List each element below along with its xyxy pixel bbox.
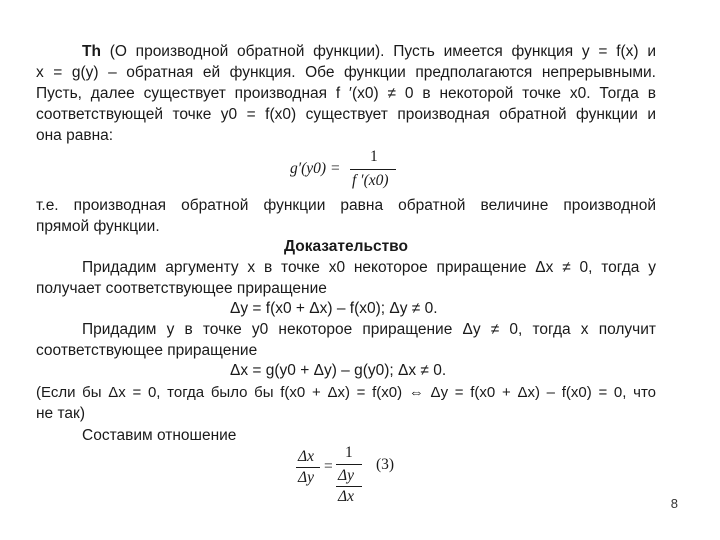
theorem-line-3: Пусть, далее существует производная f ′(x0) ≠ 0 в некоторой точке x0. Тогда в [36, 85, 656, 102]
proof-p3-line-1: (Если бы Δx = 0, тогда было бы f(x0 + Δx) = f(x0) ⇔ Δy = f(x0 + Δx) – f(x0) = 0, что [36, 384, 656, 401]
proof-p1-line-1: Придадим аргументу x в точке x0 некоторое приращение Δx ≠ 0, тогда y [82, 259, 656, 276]
ratio-rhs-inner-denominator: Δx [338, 488, 354, 505]
ratio-rhs-numerator: 1 [345, 444, 353, 461]
ratio-rhs-bar [336, 464, 362, 465]
conclusion-line-2: прямой функции. [36, 218, 160, 235]
ratio-equals: = [324, 458, 333, 475]
ratio-rhs-inner-numerator: Δy [338, 467, 354, 484]
conclusion-line-1: т.е. производная обратной функции равна обратной величине производной [36, 197, 656, 214]
proof-p4: Составим отношение [82, 427, 237, 444]
theorem-line-5: она равна: [36, 127, 114, 144]
formula-numerator: 1 [370, 148, 378, 165]
equation-delta-x: Δx = g(y0 + Δy) – g(y0); Δx ≠ 0. [230, 362, 447, 379]
theorem-label: Th [82, 43, 101, 60]
proof-p2-line-2: соответствующее приращение [36, 342, 258, 359]
ratio-lhs-numerator: Δx [298, 448, 314, 465]
equation-delta-y: Δy = f(x0 + Δx) – f(x0); Δy ≠ 0. [230, 300, 438, 317]
proof-title: Доказательство [284, 238, 408, 255]
proof-p1-line-2: получает соответствующее приращение [36, 280, 327, 297]
ratio-rhs-inner-bar [336, 486, 362, 487]
ratio-lhs-denominator: Δy [298, 469, 314, 486]
theorem-line-2: x = g(y) – обратная ей функция. Обе функции предполагаются непрерывными. [36, 64, 656, 81]
inverse-derivative-formula [290, 150, 420, 194]
fraction-bar [350, 169, 396, 170]
ratio-lhs-bar [296, 467, 320, 468]
formula-denominator: f ′(x0) [352, 172, 389, 189]
formula-lhs: g′(y0) = [290, 160, 341, 177]
proof-p2-line-1: Придадим y в точке y0 некоторое приращение Δy ≠ 0, тогда x получит [82, 321, 656, 338]
proof-p3-line-2: не так) [36, 405, 85, 422]
theorem-line-1 [36, 42, 656, 61]
theorem-line-1-text: (О производной обратной функции). Пусть имеется функция y = f(x) и [100, 43, 656, 60]
page-number: 8 [670, 496, 678, 511]
ratio-formula [296, 446, 426, 516]
equation-tag: (3) [376, 456, 395, 473]
theorem-line-4: соответствующей точке y0 = f(x0) существует производная обратной функции и [36, 106, 656, 123]
